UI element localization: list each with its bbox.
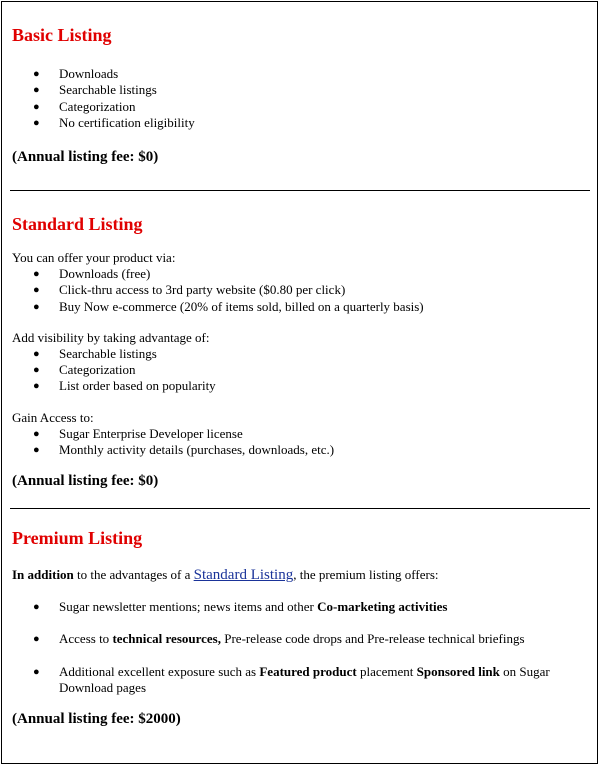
bullet-icon: ● (33, 116, 40, 129)
list-item: ● Buy Now e-commerce (20% of items sold, billed on a quarterly basis) (33, 298, 424, 314)
basic-listing-title: Basic Listing (12, 25, 112, 45)
bullet-icon: ● (33, 100, 40, 113)
bullet-icon: ● (33, 364, 40, 377)
list-item: ● Additional excellent exposure such as Featured product placement Sponsored link on Sugar Download pages (33, 663, 550, 695)
standard-offer-list (12, 266, 590, 315)
bullet-icon: ● (33, 380, 40, 393)
list-item: ● Categorization (33, 362, 136, 378)
list-item: ● Searchable listings (33, 345, 157, 361)
standard-visibility-intro: Add visibility by taking advantage of: (12, 329, 210, 345)
bullet-icon: ● (33, 601, 40, 613)
list-item: ● Categorization (33, 98, 136, 114)
basic-fee: (Annual listing fee: $0) (12, 149, 159, 166)
basic-feature-list (12, 66, 590, 131)
list-item: ● Click-thru access to 3rd party website ($0.80 per click) (33, 282, 346, 298)
standard-access-intro: Gain Access to: (12, 409, 94, 425)
bullet-icon: ● (33, 427, 40, 440)
bullet-icon: ● (33, 268, 40, 280)
list-item: ● No certification eligibility (33, 114, 195, 130)
standard-fee: (Annual listing fee: $0) (12, 473, 159, 490)
basic-listing-section (12, 24, 590, 166)
bullet-icon: ● (33, 300, 40, 313)
list-item: ● Sugar newsletter mentions; news items and other Co-marketing activities (33, 599, 448, 614)
premium-feature-list (12, 599, 590, 696)
standard-visibility-list (12, 346, 590, 395)
list-item: ● Access to technical resources, Pre-release code drops and Pre-release technical briefings (33, 631, 525, 647)
list-item: ● Monthly activity details (purchases, downloads, etc.) (33, 442, 335, 458)
section-divider (10, 508, 590, 509)
bullet-icon: ● (33, 84, 40, 97)
list-item: ● Downloads (33, 66, 119, 81)
standard-listing-section (12, 213, 590, 490)
list-item: ● List order based on popularity (33, 378, 216, 394)
standard-listing-title: Standard Listing (12, 214, 143, 234)
bullet-icon: ● (33, 665, 40, 678)
premium-fee: (Annual listing fee: $2000) (12, 711, 181, 728)
standard-offer-intro: You can offer your product via: (12, 250, 176, 265)
bullet-icon: ● (33, 444, 40, 457)
bullet-icon: ● (33, 284, 40, 297)
list-item: ● Downloads (free) (33, 266, 151, 281)
premium-listing-section (12, 527, 590, 728)
list-item: ● Sugar Enterprise Developer license (33, 425, 243, 441)
bullet-icon: ● (33, 633, 40, 646)
standard-listing-link[interactable]: Standard Listing (193, 567, 294, 583)
standard-access-list (12, 426, 590, 459)
list-item: ● Searchable listings (33, 82, 157, 98)
premium-intro: In addition to the advantages of a Standard Listing, the premium listing offers: (12, 567, 439, 583)
section-divider (10, 190, 590, 191)
bullet-icon: ● (33, 68, 40, 80)
bullet-icon: ● (33, 347, 40, 360)
premium-listing-title: Premium Listing (12, 528, 143, 548)
